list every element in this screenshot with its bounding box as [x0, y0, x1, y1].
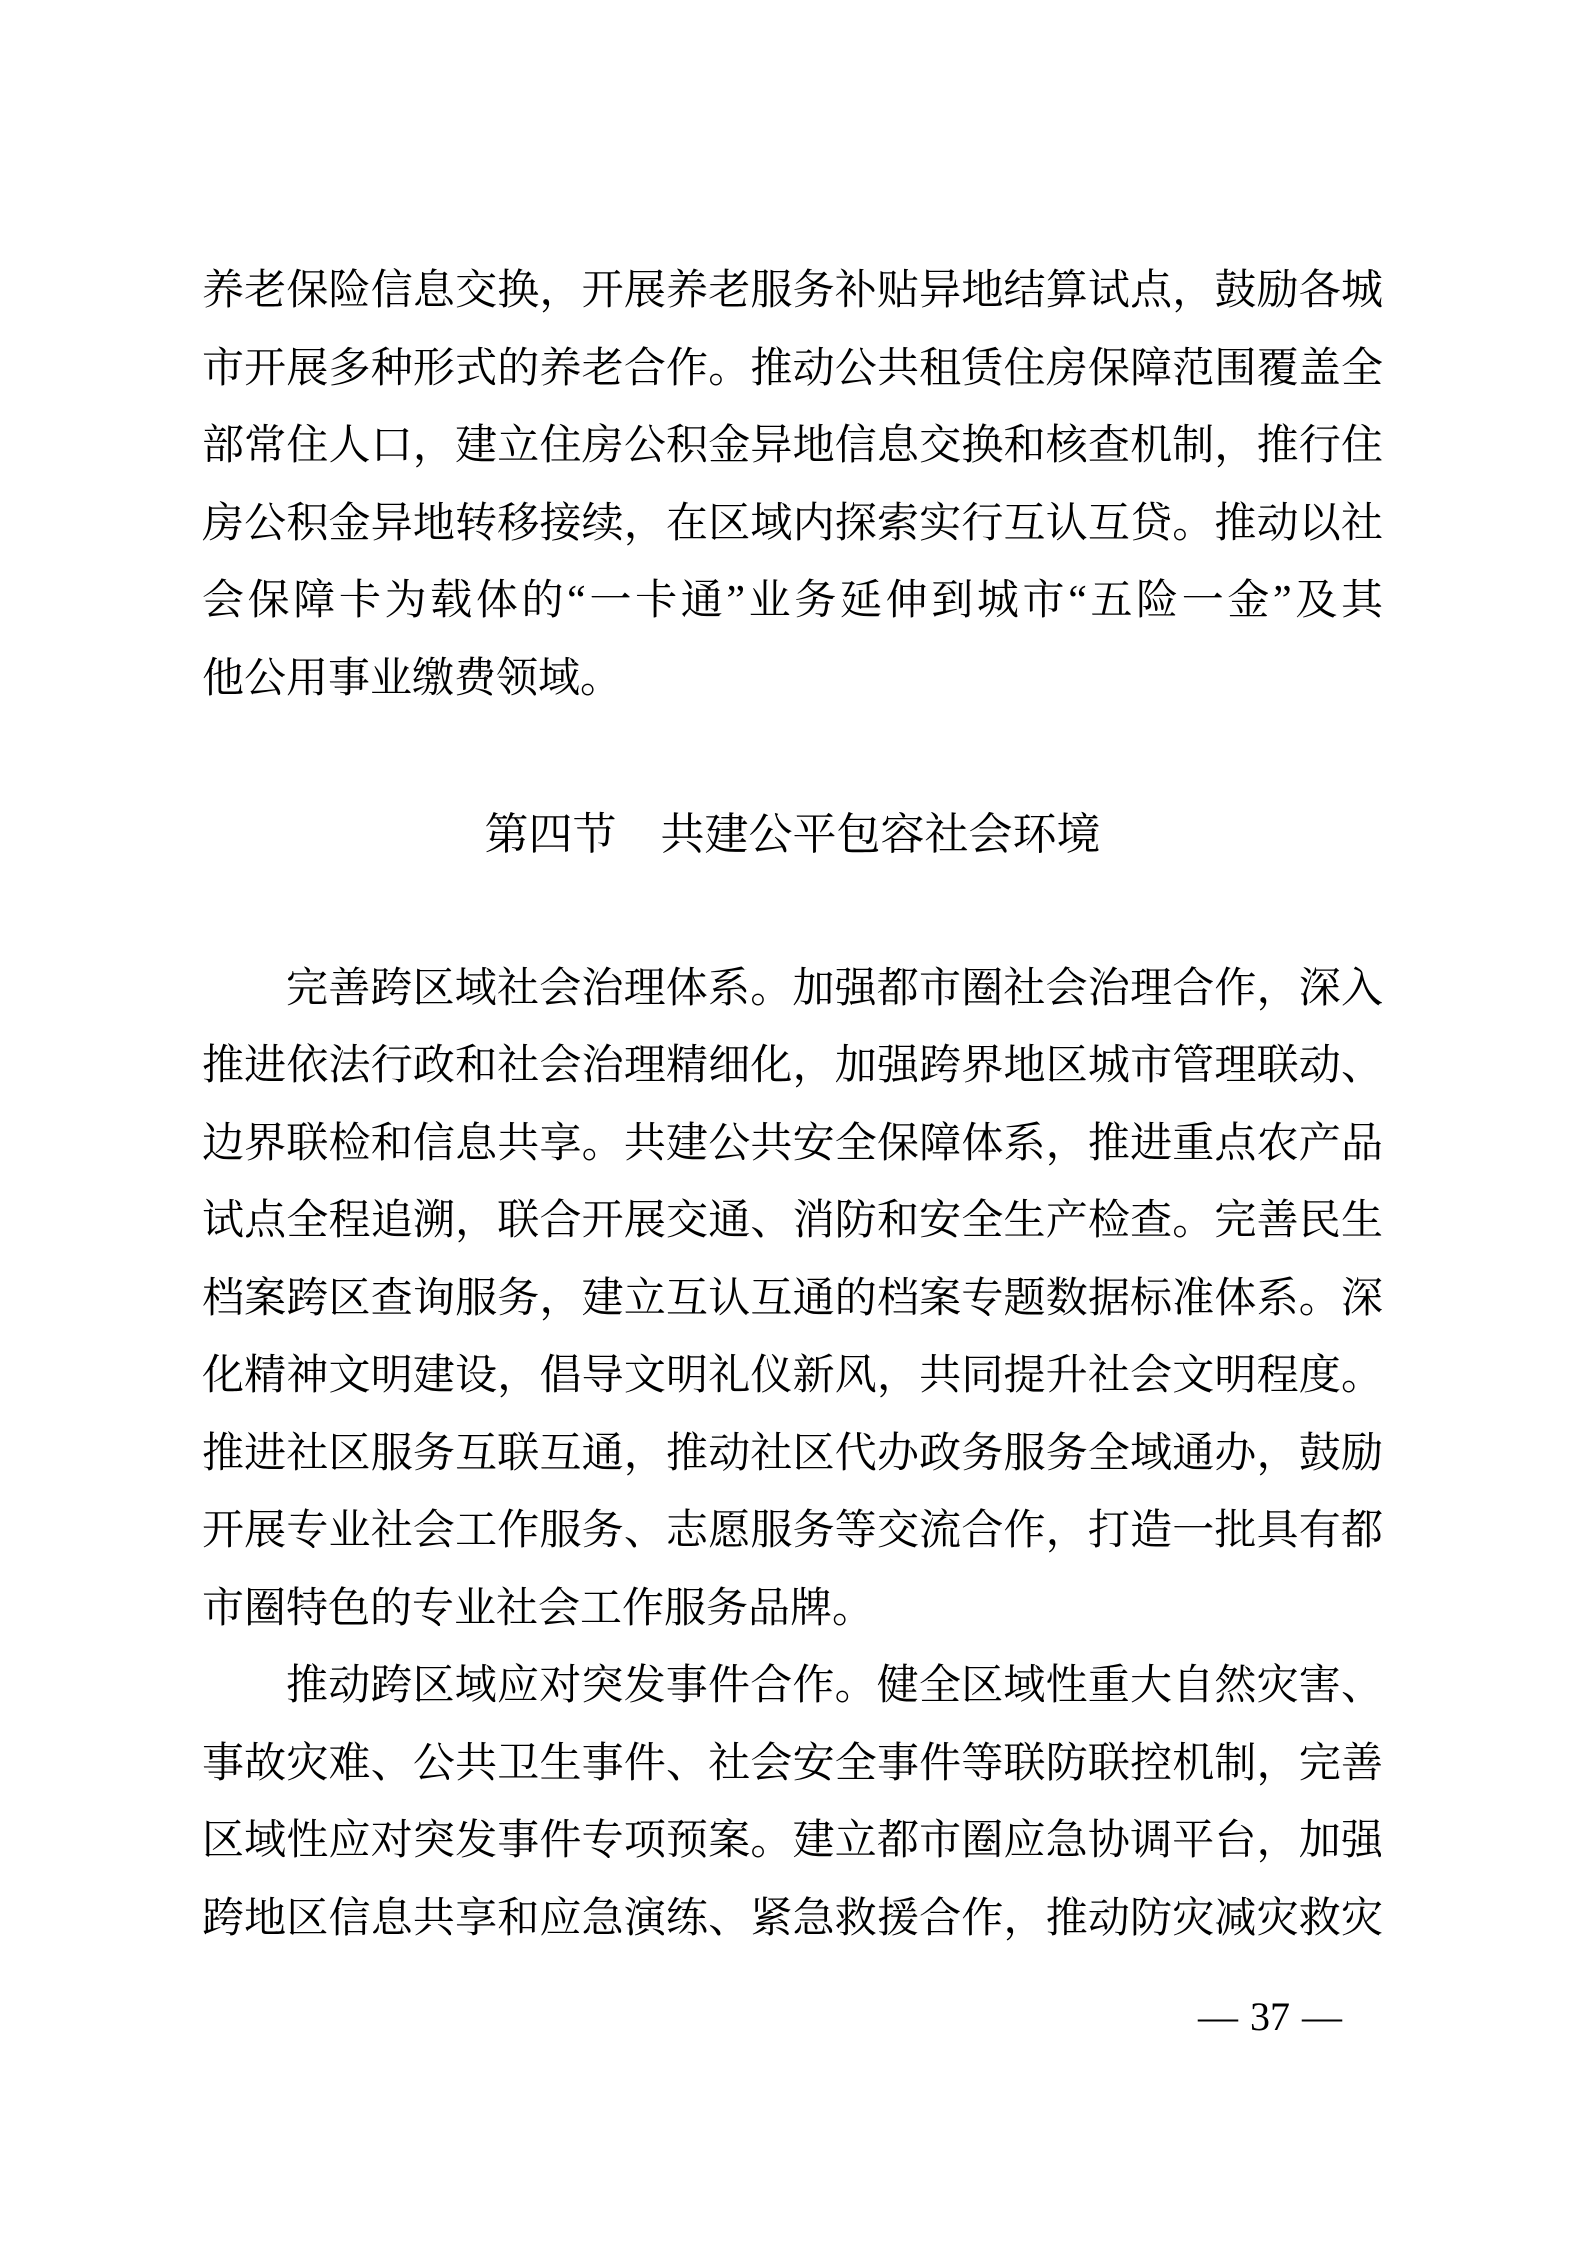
text-line: 部常住人口，建立住房公积金异地信息交换和核查机制，推行住 — [202, 423, 1383, 469]
text-line: 会保障卡为载体的“一卡通”业务延伸到城市“五险一金”及其 — [202, 578, 1383, 624]
text-line: 区域性应对突发事件专项预案。建立都市圈应急协调平台，加强 — [202, 1818, 1383, 1864]
paragraph-2 — [202, 951, 1383, 1649]
text-line: 试点全程追溯，联合开展交通、消防和安全生产检查。完善民生 — [202, 1198, 1383, 1244]
text-line: 完善跨区域社会治理体系。加强都市圈社会治理合作，深入 — [286, 965, 1383, 1012]
page-number — [1198, 1994, 1342, 2040]
page-number-dash-left: — — [1198, 1994, 1238, 2039]
spacer-above-heading — [202, 718, 1383, 796]
text-line: 市开展多种形式的养老合作。推动公共租赁住房保障范围覆盖全 — [202, 345, 1383, 392]
page-number-value: 37 — [1250, 1994, 1290, 2039]
page-body — [202, 253, 1383, 1958]
text-line: 推进社区服务互联互通，推动社区代办政务服务全域通办，鼓励 — [202, 1430, 1383, 1477]
text-line: 化精神文明建设，倡导文明礼仪新风，共同提升社会文明程度。 — [202, 1353, 1383, 1399]
text-line: 档案跨区查询服务，建立互认互通的档案专题数据标准体系。深 — [202, 1275, 1383, 1322]
section-heading — [202, 796, 1383, 874]
text-line: 房公积金异地转移接续，在区域内探索实行互认互贷。推动以社 — [202, 500, 1383, 547]
text-line: 市圈特色的专业社会工作服务品牌。 — [202, 1585, 875, 1632]
section-heading-title: 共建公平包容社会环境 — [660, 809, 1101, 859]
spacer-below-heading — [202, 873, 1383, 951]
text-line: 边界联检和信息共享。共建公共安全保障体系，推进重点农产品 — [202, 1120, 1383, 1167]
text-line: 事故灾难、公共卫生事件、社会安全事件等联防联控机制，完善 — [202, 1740, 1383, 1787]
page-number-dash-right: — — [1302, 1994, 1342, 2039]
text-line: 开展专业社会工作服务、志愿服务等交流合作，打造一批具有都 — [202, 1508, 1383, 1554]
paragraph-3 — [202, 1648, 1383, 1958]
paragraph-1 — [202, 253, 1383, 718]
text-line: 他公用事业缴费领域。 — [202, 655, 623, 702]
section-heading-number: 第四节 — [484, 809, 617, 859]
text-line: 养老保险信息交换，开展养老服务补贴异地结算试点，鼓励各城 — [202, 268, 1383, 314]
text-line: 跨地区信息共享和应急演练、紧急救援合作，推动防灾减灾救灾 — [202, 1895, 1383, 1942]
text-line: 推动跨区域应对突发事件合作。健全区域性重大自然灾害、 — [286, 1663, 1383, 1709]
text-line: 推进依法行政和社会治理精细化，加强跨界地区城市管理联动、 — [202, 1043, 1383, 1089]
